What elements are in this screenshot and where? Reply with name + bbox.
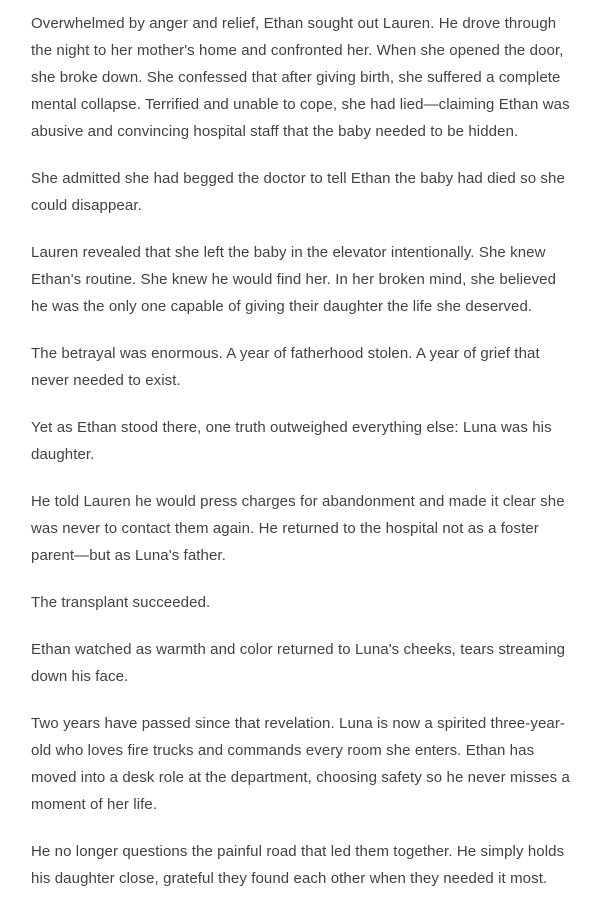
story-paragraph: Overwhelmed by anger and relief, Ethan sought out Lauren. He drove through the night to her mother's home and confronted her. When she opened the door, she broke down. She confessed that after giving birth, she suffered a complete mental collapse. Terrified and unable to cope, she had lied—claiming Ethan was abusive and convincing hospital staff that the baby needed to be hidden.	[31, 15, 570, 140]
story-paragraph: Yet as Ethan stood there, one truth outweighed everything else: Luna was his daughter.	[31, 419, 552, 463]
story-paragraph: The transplant succeeded.	[31, 594, 211, 611]
story-paragraph: Ethan watched as warmth and color returned to Luna's cheeks, tears streaming down his face.	[31, 641, 566, 685]
story-paragraph: Two years have passed since that revelation. Luna is now a spirited three-year-old who loves fire trucks and commands every room she enters. Ethan has moved into a desk role at the department, choosing safety so he never misses a moment of her life.	[31, 715, 570, 813]
story-paragraph: He no longer questions the painful road that led them together. He simply holds his daughter close, grateful they found each other when they needed it most.	[31, 843, 565, 887]
story-paragraph: The betrayal was enormous. A year of fatherhood stolen. A year of grief that never needed to exist.	[31, 345, 540, 389]
story-paragraph: She admitted she had begged the doctor to tell Ethan the baby had died so she could disappear.	[31, 170, 565, 214]
story-paragraph: Lauren revealed that she left the baby in the elevator intentionally. She knew Ethan's routine. She knew he would find her. In her broken mind, she believed he was the only one capable of giving their daughter the life she deserved.	[31, 244, 557, 315]
story-paragraph: He told Lauren he would press charges for abandonment and made it clear she was never to contact them again. He returned to the hospital not as a foster parent—but as Luna's father.	[31, 493, 565, 564]
